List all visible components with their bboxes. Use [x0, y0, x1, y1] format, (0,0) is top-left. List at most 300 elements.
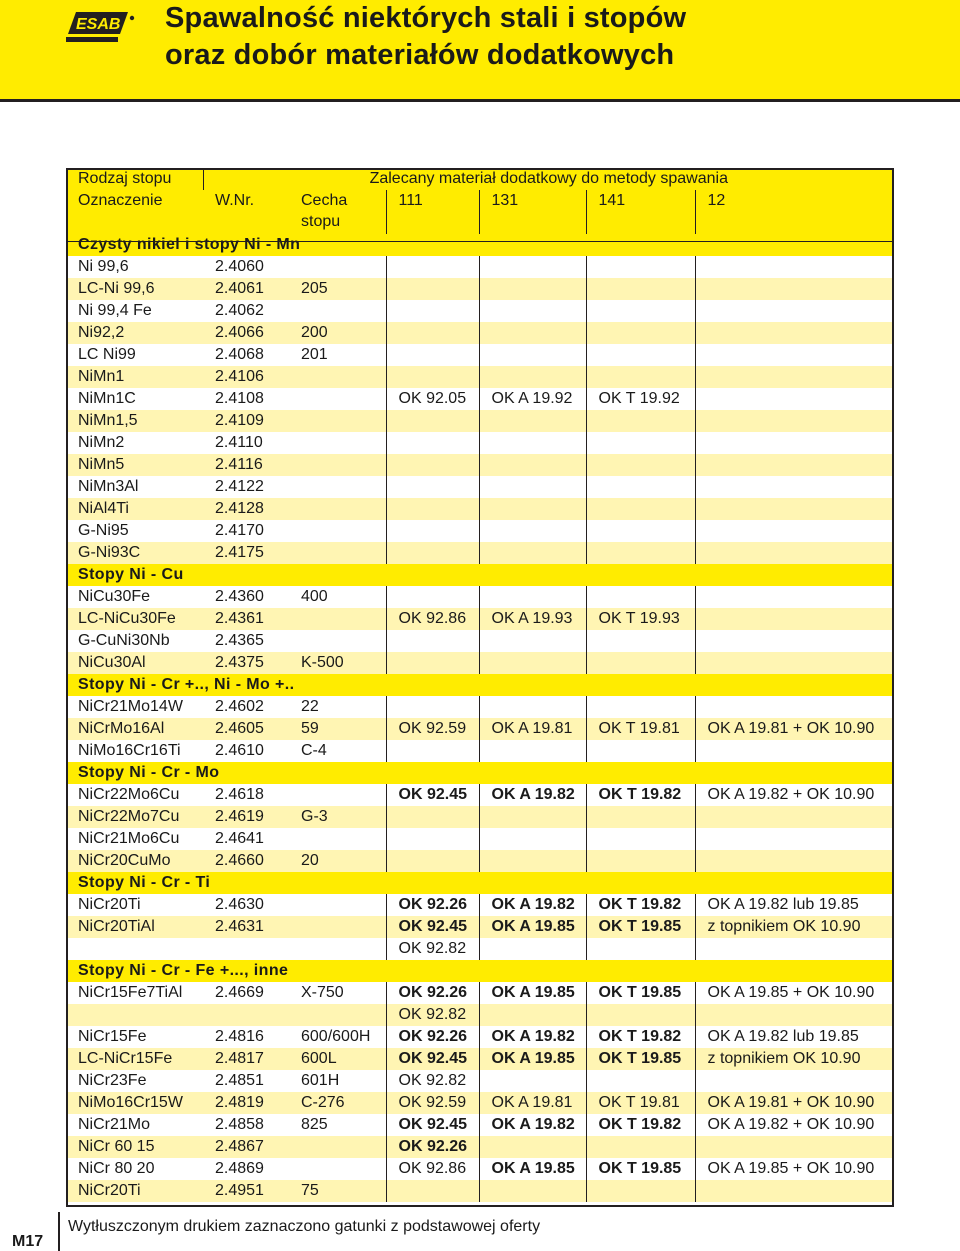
cell-12	[695, 938, 894, 960]
cell-111	[386, 300, 479, 322]
header-131: 131	[479, 190, 586, 234]
cell-wnr: 2.4060	[203, 256, 289, 278]
cell-cecha: 205	[289, 278, 386, 300]
cell-111: OK 92.26	[386, 1136, 479, 1158]
cell-cecha	[289, 498, 386, 520]
table-row	[66, 410, 894, 432]
cell-141	[586, 696, 695, 718]
cell-cecha	[289, 1158, 386, 1180]
table-row	[66, 1136, 894, 1158]
cell-cecha	[289, 1136, 386, 1158]
cell-141	[586, 278, 695, 300]
cell-131	[479, 586, 586, 608]
cell-oznaczenie: NiCr21Mo	[66, 1114, 203, 1136]
cell-141: OK T 19.85	[586, 1048, 695, 1070]
cell-cecha: 600L	[289, 1048, 386, 1070]
cell-wnr: 2.4116	[203, 454, 289, 476]
cell-141	[586, 498, 695, 520]
cell-111: OK 92.45	[386, 1114, 479, 1136]
table-row	[66, 454, 894, 476]
cell-12	[695, 432, 894, 454]
cell-oznaczenie: G-Ni93C	[66, 542, 203, 564]
cell-141	[586, 344, 695, 366]
cell-12: OK A 19.82 lub 19.85	[695, 1026, 894, 1048]
cell-oznaczenie: NiCr15Fe7TiAl	[66, 982, 203, 1004]
cell-oznaczenie: NiCrMo16Al	[66, 718, 203, 740]
cell-cecha: 20	[289, 850, 386, 872]
cell-111	[386, 652, 479, 674]
cell-12: OK A 19.81 + OK 10.90	[695, 718, 894, 740]
cell-oznaczenie: NiCr20TiAl	[66, 916, 203, 938]
cell-wnr: 2.4819	[203, 1092, 289, 1114]
cell-12	[695, 1180, 894, 1202]
cell-131	[479, 1070, 586, 1092]
cell-141	[586, 806, 695, 828]
cell-141	[586, 366, 695, 388]
cell-111: OK 92.26	[386, 982, 479, 1004]
table-row	[66, 1158, 894, 1180]
cell-131: OK A 19.82	[479, 1026, 586, 1048]
cell-cecha: C-4	[289, 740, 386, 762]
cell-cecha	[289, 542, 386, 564]
cell-111	[386, 520, 479, 542]
cell-12	[695, 476, 894, 498]
logo-text: ESAB	[76, 16, 121, 33]
cell-wnr	[203, 938, 289, 960]
cell-cecha: X-750	[289, 982, 386, 1004]
cell-oznaczenie: NiMn1,5	[66, 410, 203, 432]
cell-141	[586, 938, 695, 960]
cell-12	[695, 300, 894, 322]
header-zalecany: Zalecany materiał dodatkowy do metody spawania	[203, 168, 894, 190]
table-row	[66, 1070, 894, 1092]
table-row	[66, 740, 894, 762]
header-cecha: Cecha stopu	[289, 190, 386, 234]
cell-131: OK A 19.92	[479, 388, 586, 410]
cell-131	[479, 300, 586, 322]
cell-wnr: 2.4365	[203, 630, 289, 652]
cell-111	[386, 806, 479, 828]
cell-wnr: 2.4816	[203, 1026, 289, 1048]
cell-wnr: 2.4869	[203, 1158, 289, 1180]
cell-111	[386, 432, 479, 454]
cell-111	[386, 630, 479, 652]
table-row	[66, 718, 894, 740]
cell-12: OK A 19.82 + OK 10.90	[695, 784, 894, 806]
cell-141	[586, 520, 695, 542]
cell-wnr: 2.4631	[203, 916, 289, 938]
cell-131	[479, 1136, 586, 1158]
cell-12	[695, 256, 894, 278]
section-label: Stopy Ni - Cr - Fe +..., inne	[66, 960, 894, 982]
table-row	[66, 1092, 894, 1114]
cell-141	[586, 1180, 695, 1202]
cell-12	[695, 1070, 894, 1092]
cell-131	[479, 1004, 586, 1026]
section-label: Stopy Ni - Cu	[66, 564, 894, 586]
cell-12: OK A 19.81 + OK 10.90	[695, 1092, 894, 1114]
section-row	[66, 234, 894, 256]
page-number: M17	[12, 1233, 44, 1250]
cell-oznaczenie: NiCr20Ti	[66, 1180, 203, 1202]
cell-oznaczenie: Ni92,2	[66, 322, 203, 344]
cell-oznaczenie: NiMn1C	[66, 388, 203, 410]
table-row	[66, 344, 894, 366]
cell-111	[386, 740, 479, 762]
cell-111	[386, 476, 479, 498]
cell-wnr: 2.4610	[203, 740, 289, 762]
cell-111: OK 92.86	[386, 1158, 479, 1180]
cell-111	[386, 366, 479, 388]
section-row	[66, 762, 894, 784]
cell-131: OK A 19.81	[479, 1092, 586, 1114]
cell-111	[386, 322, 479, 344]
cell-131: OK A 19.82	[479, 1114, 586, 1136]
cell-wnr: 2.4108	[203, 388, 289, 410]
cell-12	[695, 850, 894, 872]
cell-12	[695, 322, 894, 344]
cell-12	[695, 498, 894, 520]
cell-141	[586, 476, 695, 498]
cell-131: OK A 19.82	[479, 894, 586, 916]
cell-wnr: 2.4630	[203, 894, 289, 916]
cell-12	[695, 454, 894, 476]
cell-oznaczenie: NiCr15Fe	[66, 1026, 203, 1048]
cell-cecha	[289, 938, 386, 960]
cell-131: OK A 19.93	[479, 608, 586, 630]
cell-wnr: 2.4618	[203, 784, 289, 806]
cell-131	[479, 696, 586, 718]
cell-oznaczenie	[66, 938, 203, 960]
cell-141	[586, 630, 695, 652]
cell-12	[695, 740, 894, 762]
cell-12: OK A 19.85 + OK 10.90	[695, 1158, 894, 1180]
cell-131	[479, 432, 586, 454]
cell-141	[586, 454, 695, 476]
cell-cecha: 59	[289, 718, 386, 740]
cell-cecha	[289, 608, 386, 630]
cell-oznaczenie: LC Ni99	[66, 344, 203, 366]
cell-wnr: 2.4858	[203, 1114, 289, 1136]
margin-rule	[58, 1212, 60, 1251]
cell-12	[695, 1004, 894, 1026]
cell-oznaczenie: NiCr 80 20	[66, 1158, 203, 1180]
cell-cecha	[289, 432, 386, 454]
cell-12	[695, 278, 894, 300]
cell-111: OK 92.82	[386, 1070, 479, 1092]
cell-141: OK T 19.93	[586, 608, 695, 630]
cell-oznaczenie	[66, 1004, 203, 1026]
cell-oznaczenie: NiCr21Mo14W	[66, 696, 203, 718]
cell-oznaczenie: NiCr23Fe	[66, 1070, 203, 1092]
cell-oznaczenie: NiCr21Mo6Cu	[66, 828, 203, 850]
cell-111	[386, 278, 479, 300]
cell-12: OK A 19.82 lub 19.85	[695, 894, 894, 916]
cell-wnr: 2.4175	[203, 542, 289, 564]
table-row	[66, 1180, 894, 1202]
title-line-1: Spawalność niektórych stali i stopów	[165, 2, 687, 34]
cell-141: OK T 19.85	[586, 982, 695, 1004]
section-label: Stopy Ni - Cr - Mo	[66, 762, 894, 784]
cell-111	[386, 256, 479, 278]
table-row	[66, 696, 894, 718]
cell-131	[479, 850, 586, 872]
cell-cecha	[289, 366, 386, 388]
table-row	[66, 432, 894, 454]
cell-oznaczenie: G-Ni95	[66, 520, 203, 542]
cell-12	[695, 1136, 894, 1158]
cell-111: OK 92.26	[386, 894, 479, 916]
cell-cecha	[289, 410, 386, 432]
cell-cecha: 75	[289, 1180, 386, 1202]
cell-141	[586, 300, 695, 322]
cell-111	[386, 828, 479, 850]
cell-wnr: 2.4109	[203, 410, 289, 432]
cell-cecha	[289, 1004, 386, 1026]
cell-oznaczenie: NiMo16Cr16Ti	[66, 740, 203, 762]
cell-wnr: 2.4066	[203, 322, 289, 344]
table-row	[66, 1048, 894, 1070]
cell-wnr: 2.4061	[203, 278, 289, 300]
cell-111	[386, 454, 479, 476]
section-row	[66, 872, 894, 894]
page-header	[0, 0, 960, 102]
cell-cecha	[289, 476, 386, 498]
header-oznaczenie: Oznaczenie	[66, 190, 203, 234]
header-12: 12	[695, 190, 894, 234]
cell-12	[695, 806, 894, 828]
table-row	[66, 542, 894, 564]
section-row	[66, 564, 894, 586]
esab-logo	[62, 8, 162, 44]
cell-oznaczenie: LC-NiCr15Fe	[66, 1048, 203, 1070]
cell-oznaczenie: NiCu30Fe	[66, 586, 203, 608]
cell-141	[586, 850, 695, 872]
cell-131	[479, 498, 586, 520]
cell-12: OK A 19.85 + OK 10.90	[695, 982, 894, 1004]
cell-cecha	[289, 630, 386, 652]
cell-111: OK 92.45	[386, 916, 479, 938]
cell-wnr: 2.4110	[203, 432, 289, 454]
cell-cecha	[289, 388, 386, 410]
cell-141	[586, 586, 695, 608]
cell-131: OK A 19.85	[479, 1158, 586, 1180]
cell-oznaczenie: NiMn2	[66, 432, 203, 454]
cell-131	[479, 476, 586, 498]
cell-cecha: 200	[289, 322, 386, 344]
table-row	[66, 850, 894, 872]
cell-131: OK A 19.85	[479, 916, 586, 938]
cell-wnr: 2.4951	[203, 1180, 289, 1202]
table-row	[66, 806, 894, 828]
cell-cecha: 600/600H	[289, 1026, 386, 1048]
cell-141	[586, 322, 695, 344]
cell-oznaczenie: NiCr22Mo7Cu	[66, 806, 203, 828]
section-row	[66, 960, 894, 982]
cell-141: OK T 19.92	[586, 388, 695, 410]
cell-12	[695, 366, 894, 388]
table-row	[66, 982, 894, 1004]
cell-oznaczenie: NiMo16Cr15W	[66, 1092, 203, 1114]
section-row	[66, 674, 894, 696]
cell-141: OK T 19.82	[586, 1114, 695, 1136]
cell-131	[479, 1180, 586, 1202]
cell-cecha	[289, 520, 386, 542]
cell-141	[586, 256, 695, 278]
cell-12	[695, 608, 894, 630]
cell-oznaczenie: NiCr20CuMo	[66, 850, 203, 872]
cell-131	[479, 256, 586, 278]
cell-oznaczenie: Ni 99,4 Fe	[66, 300, 203, 322]
table-row	[66, 1004, 894, 1026]
table-row	[66, 300, 894, 322]
cell-oznaczenie: NiMn1	[66, 366, 203, 388]
cell-131	[479, 630, 586, 652]
section-label: Stopy Ni - Cr +.., Ni - Mo +..	[66, 674, 894, 696]
cell-111: OK 92.59	[386, 718, 479, 740]
table-row	[66, 938, 894, 960]
table-row	[66, 278, 894, 300]
cell-wnr: 2.4619	[203, 806, 289, 828]
cell-141: OK T 19.81	[586, 1092, 695, 1114]
cell-141: OK T 19.85	[586, 916, 695, 938]
cell-wnr: 2.4128	[203, 498, 289, 520]
alloy-table	[66, 168, 894, 1202]
table-row	[66, 256, 894, 278]
cell-wnr	[203, 1004, 289, 1026]
cell-141: OK T 19.82	[586, 784, 695, 806]
cell-141: OK T 19.85	[586, 1158, 695, 1180]
cell-cecha	[289, 256, 386, 278]
cell-12	[695, 520, 894, 542]
cell-131	[479, 740, 586, 762]
cell-oznaczenie: NiAl4Ti	[66, 498, 203, 520]
cell-131: OK A 19.81	[479, 718, 586, 740]
cell-wnr: 2.4375	[203, 652, 289, 674]
cell-111: OK 92.45	[386, 784, 479, 806]
section-label: Stopy Ni - Cr - Ti	[66, 872, 894, 894]
cell-12	[695, 630, 894, 652]
cell-131: OK A 19.85	[479, 982, 586, 1004]
cell-cecha: 400	[289, 586, 386, 608]
cell-wnr: 2.4851	[203, 1070, 289, 1092]
cell-12	[695, 696, 894, 718]
cell-131	[479, 322, 586, 344]
table-row	[66, 1114, 894, 1136]
table-row	[66, 784, 894, 806]
cell-131	[479, 828, 586, 850]
cell-cecha: K-500	[289, 652, 386, 674]
cell-131	[479, 542, 586, 564]
cell-141	[586, 1070, 695, 1092]
cell-cecha: 825	[289, 1114, 386, 1136]
table-row	[66, 916, 894, 938]
cell-131	[479, 344, 586, 366]
cell-12	[695, 586, 894, 608]
cell-111: OK 92.59	[386, 1092, 479, 1114]
cell-111	[386, 410, 479, 432]
cell-111	[386, 498, 479, 520]
cell-131	[479, 366, 586, 388]
cell-cecha	[289, 828, 386, 850]
cell-cecha: C-276	[289, 1092, 386, 1114]
cell-131	[479, 454, 586, 476]
table-header-row-2	[66, 190, 894, 234]
cell-cecha: 201	[289, 344, 386, 366]
cell-oznaczenie: NiCr20Ti	[66, 894, 203, 916]
cell-12	[695, 542, 894, 564]
cell-cecha	[289, 454, 386, 476]
header-separator	[66, 241, 894, 242]
cell-111: OK 92.86	[386, 608, 479, 630]
cell-wnr: 2.4170	[203, 520, 289, 542]
cell-cecha: 22	[289, 696, 386, 718]
cell-12: OK A 19.82 + OK 10.90	[695, 1114, 894, 1136]
header-141: 141	[586, 190, 695, 234]
cell-12	[695, 652, 894, 674]
cell-131	[479, 652, 586, 674]
cell-141	[586, 1136, 695, 1158]
cell-12	[695, 410, 894, 432]
cell-111: OK 92.26	[386, 1026, 479, 1048]
cell-wnr: 2.4669	[203, 982, 289, 1004]
header-111: 111	[386, 190, 479, 234]
table-row	[66, 498, 894, 520]
table-row	[66, 520, 894, 542]
cell-oznaczenie: Ni 99,6	[66, 256, 203, 278]
cell-cecha	[289, 300, 386, 322]
cell-131	[479, 278, 586, 300]
cell-12	[695, 828, 894, 850]
cell-111: OK 92.82	[386, 938, 479, 960]
table-row	[66, 652, 894, 674]
cell-131	[479, 410, 586, 432]
cell-141	[586, 410, 695, 432]
cell-wnr: 2.4361	[203, 608, 289, 630]
table-row	[66, 586, 894, 608]
cell-111	[386, 1180, 479, 1202]
cell-wnr: 2.4122	[203, 476, 289, 498]
cell-12	[695, 344, 894, 366]
cell-oznaczenie: G-CuNi30Nb	[66, 630, 203, 652]
cell-111: OK 92.45	[386, 1048, 479, 1070]
cell-111	[386, 344, 479, 366]
title-line-2: oraz dobór materiałów dodatkowych	[165, 39, 675, 71]
cell-111	[386, 850, 479, 872]
cell-wnr: 2.4817	[203, 1048, 289, 1070]
table-row	[66, 476, 894, 498]
cell-131: OK A 19.82	[479, 784, 586, 806]
cell-wnr: 2.4602	[203, 696, 289, 718]
cell-131: OK A 19.85	[479, 1048, 586, 1070]
cell-131	[479, 938, 586, 960]
header-wnr: W.Nr.	[203, 190, 289, 234]
cell-141	[586, 740, 695, 762]
cell-141	[586, 828, 695, 850]
cell-oznaczenie: NiCr22Mo6Cu	[66, 784, 203, 806]
cell-cecha: G-3	[289, 806, 386, 828]
cell-141: OK T 19.82	[586, 1026, 695, 1048]
cell-12	[695, 388, 894, 410]
cell-141	[586, 1004, 695, 1026]
cell-cecha	[289, 894, 386, 916]
cell-141	[586, 542, 695, 564]
cell-wnr: 2.4660	[203, 850, 289, 872]
table-row	[66, 894, 894, 916]
footnote: Wytłuszczonym drukiem zaznaczono gatunki z podstawowej oferty	[68, 1218, 541, 1235]
section-label: Czysty nikiel i stopy Ni - Mn	[66, 234, 894, 256]
cell-131	[479, 520, 586, 542]
